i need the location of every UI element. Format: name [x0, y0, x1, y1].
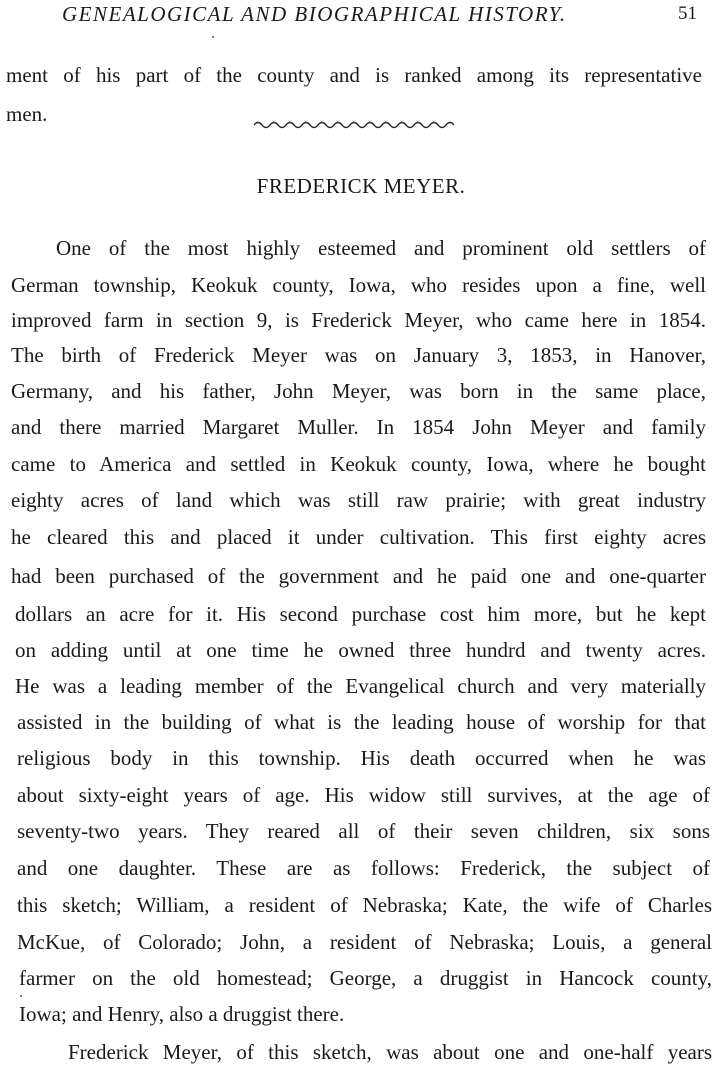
body-line: seventy-two years. They reared all of their seven children, six sons	[17, 819, 710, 843]
intro-line: men.	[6, 102, 48, 126]
body-line: on adding until at one time he owned three hundrd and twenty acres.	[15, 638, 706, 662]
body-line: had been purchased of the government and he paid one and one-quarter	[11, 564, 706, 588]
wavy-rule-ornament	[254, 118, 454, 132]
body-line: and there married Margaret Muller. In 1854 John Meyer and family	[11, 415, 706, 439]
body-line: German township, Keokuk county, Iowa, who resides upon a fine, well	[11, 273, 706, 297]
body-line: Iowa; and Henry, also a druggist there.	[19, 1002, 345, 1026]
body-line: about sixty-eight years of age. His widow still survives, at the age of	[17, 783, 710, 807]
body-line: dollars an acre for it. His second purchase cost him more, but he kept	[15, 602, 706, 626]
body-line: farmer on the old homestead; George, a druggist in Hancock county,	[19, 966, 712, 990]
body-line: Frederick Meyer, of this sketch, was about one and one-half years	[68, 1040, 712, 1064]
section-title: FREDERICK MEYER.	[256, 174, 466, 198]
body-line: The birth of Frederick Meyer was on January 3, 1853, in Hanover,	[11, 343, 706, 367]
body-line: McKue, of Colorado; John, a resident of Nebraska; Louis, a general	[17, 930, 712, 954]
body-line: came to America and settled in Keokuk county, Iowa, where he bought	[11, 452, 706, 476]
body-line: He was a leading member of the Evangelical church and very materially	[15, 674, 706, 698]
body-line: eighty acres of land which was still raw prairie; with great industry	[11, 488, 706, 512]
body-line: improved farm in section 9, is Frederick Meyer, who came here in 1854.	[11, 308, 706, 332]
running-head: GENEALOGICAL AND BIOGRAPHICAL HISTORY.	[62, 2, 567, 26]
body-line: One of the most highly esteemed and prominent old settlers of	[56, 236, 706, 260]
body-line: and one daughter. These are as follows: Frederick, the subject of	[17, 856, 710, 880]
body-line: Germany, and his father, John Meyer, was born in the same place,	[11, 379, 706, 403]
intro-line: ment of his part of the county and is ranked among its representative	[6, 63, 702, 87]
body-line: assisted in the building of what is the leading house of worship for that	[17, 710, 706, 734]
scan-speck	[20, 995, 22, 997]
body-line: he cleared this and placed it under cultivation. This first eighty acres	[11, 525, 706, 549]
scan-speck	[212, 36, 214, 38]
page-number: 51	[678, 3, 697, 24]
body-line: this sketch; William, a resident of Nebraska; Kate, the wife of Charles	[17, 893, 712, 917]
body-line: religious body in this township. His death occurred when he was	[17, 746, 706, 770]
